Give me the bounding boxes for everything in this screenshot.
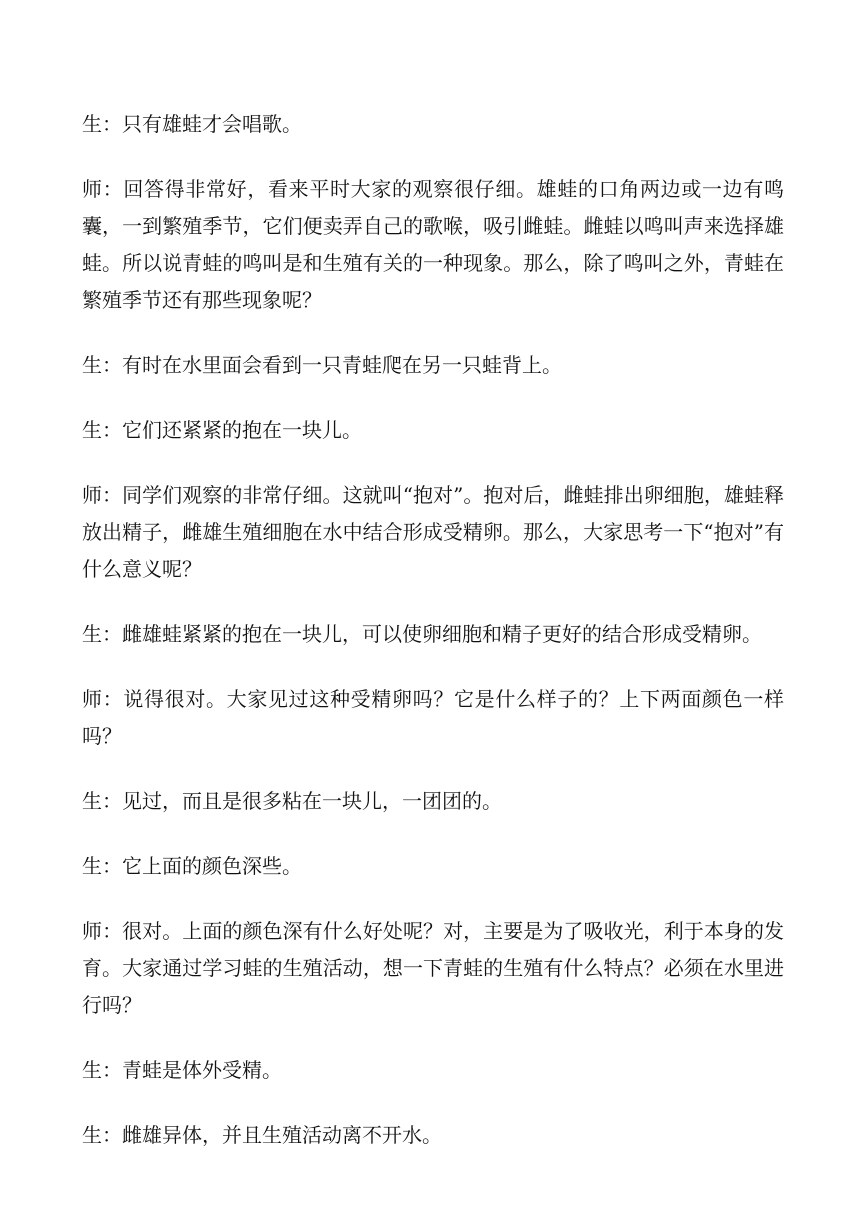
dialogue-line: 生：只有雄蛙才会唱歌。 <box>82 112 302 136</box>
speaker-label: 生 <box>82 418 102 442</box>
line-text: 雌雄异体，并且生殖活动离不开水。 <box>122 1123 442 1147</box>
dialogue-line: 生：青蛙是体外受精。 <box>82 1058 282 1082</box>
dialogue-line: 生：雌雄蛙紧紧的抱在一块儿，可以使卵细胞和精子更好的结合形成受精卵。 <box>82 622 762 646</box>
speaker-label: 生 <box>82 622 102 646</box>
line-text: 雌雄蛙紧紧的抱在一块儿，可以使卵细胞和精子更好的结合形成受精卵。 <box>122 622 762 646</box>
speaker-label: 生 <box>82 854 102 878</box>
line-text: 见过，而且是很多粘在一块儿，一团团的。 <box>122 789 502 813</box>
speaker-label: 师 <box>82 919 103 943</box>
dialogue-line: 师：同学们观察的非常仔细。这就叫“抱对”。抱对后，雌蛙排出卵细胞，雄蛙释放出精子，雌雄生殖细胞在水中结合形成受精卵。那么，大家思考一下“抱对”有什么意义呢？ <box>82 483 785 581</box>
dialogue-line: 生：它上面的颜色深些。 <box>82 854 302 878</box>
speaker-label: 生 <box>82 1123 102 1147</box>
speaker-label: 生 <box>82 789 102 813</box>
line-text: 很对。上面的颜色深有什么好处呢？对，主要是为了吸收光，利于本身的发育。大家通过学习蛙的生殖活动，想一下青蛙的生殖有什么特点？必须在水里进行吗？ <box>82 919 785 1017</box>
line-text: 它上面的颜色深些。 <box>122 854 302 878</box>
line-text: 同学们观察的非常仔细。这就叫“抱对”。抱对后，雌蛙排出卵细胞，雄蛙释放出精子，雌雄生殖细胞在水中结合形成受精卵。那么，大家思考一下“抱对”有什么意义呢？ <box>82 483 785 581</box>
dialogue-line: 生：有时在水里面会看到一只青蛙爬在另一只蛙背上。 <box>82 353 562 377</box>
speaker-label: 生 <box>82 1058 102 1082</box>
line-text: 它们还紧紧的抱在一块儿。 <box>122 418 362 442</box>
dialogue-line: 师：说得很对。大家见过这种受精卵吗？它是什么样子的？上下两面颜色一样吗？ <box>82 687 785 748</box>
line-text: 回答得非常好，看来平时大家的观察很仔细。雄蛙的口角两边或一边有鸣囊，一到繁殖季节，它们便卖弄自己的歌喉，吸引雌蛙。雌蛙以鸣叫声来选择雄蛙。所以说青蛙的鸣叫是和生殖有关的一种现象。那么，除了鸣叫之外，青蛙在繁殖季节还有那些现象呢？ <box>82 177 785 312</box>
dialogue-line: 师：回答得非常好，看来平时大家的观察很仔细。雄蛙的口角两边或一边有鸣囊，一到繁殖季节，它们便卖弄自己的歌喉，吸引雌蛙。雌蛙以鸣叫声来选择雄蛙。所以说青蛙的鸣叫是和生殖有关的一种现象。那么，除了鸣叫之外，青蛙在繁殖季节还有那些现象呢？ <box>82 177 785 312</box>
speaker-label: 师 <box>82 483 103 507</box>
line-text: 青蛙是体外受精。 <box>122 1058 282 1082</box>
line-text: 只有雄蛙才会唱歌。 <box>122 112 302 136</box>
speaker-label: 生 <box>82 353 102 377</box>
speaker-label: 师 <box>82 177 103 201</box>
speaker-label: 师 <box>82 687 103 711</box>
dialogue-line: 生：它们还紧紧的抱在一块儿。 <box>82 418 362 442</box>
dialogue-line: 生：雌雄异体，并且生殖活动离不开水。 <box>82 1123 442 1147</box>
dialogue-body <box>82 106 784 1182</box>
speaker-label: 生 <box>82 112 102 136</box>
line-text: 有时在水里面会看到一只青蛙爬在另一只蛙背上。 <box>122 353 562 377</box>
dialogue-line: 生：见过，而且是很多粘在一块儿，一团团的。 <box>82 789 502 813</box>
line-text: 说得很对。大家见过这种受精卵吗？它是什么样子的？上下两面颜色一样吗？ <box>82 687 785 748</box>
dialogue-line: 师：很对。上面的颜色深有什么好处呢？对，主要是为了吸收光，利于本身的发育。大家通过学习蛙的生殖活动，想一下青蛙的生殖有什么特点？必须在水里进行吗？ <box>82 919 785 1017</box>
